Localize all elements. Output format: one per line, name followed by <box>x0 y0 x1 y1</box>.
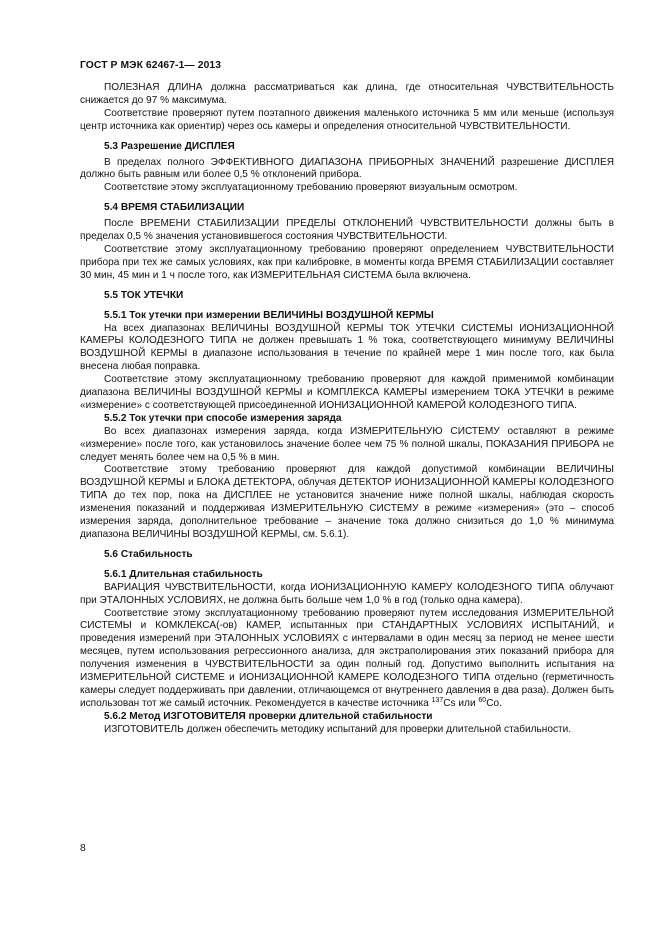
paragraph-charge-check: Соответствие этому требованию проверяют для каждой допустимой комбинации ВЕЛИЧИНЫ ВОЗДУШНОЙ КЕРМЫ и БЛОКА ДЕТЕКТОРА, облучая ДЕТЕКТОР ИОНИЗАЦИОННОЙ КАМЕРЫ КОЛОДЕЗНОГО ТИПА до тех пор, пока на ДИСПЛЕЕ не установится значение ниже полной шкалы, наблюдая скорость изменения показаний и поддерживая ИЗМЕРИТЕЛЬНУЮ СИСТЕМУ в режиме «измерения» (это – способ измерения заряда, дополнительное требование – значение тока должно снизиться до 1,0 % минимума диапазона ВЕЛИЧИНЫ ВОЗДУШНОЙ КЕРМЫ, см. 5.6.1). <box>80 464 614 540</box>
paragraph-leakage-check: Соответствие этому эксплуатационному требованию проверяют для каждой применимой комбинации диапазона ВЕЛИЧИНЫ ВОЗДУШНОЙ КЕРМЫ и КОМПЛЕКСА КАМЕРЫ измерением ТОКА УТЕЧКИ в режиме «измерение» с соответствующей присоединенной ИОНИЗАЦИОННОЙ КАМЕРОЙ КОЛОДЕЗНОГО ТИПА. <box>80 374 614 411</box>
isotope-mass-cs: 137 <box>431 696 444 704</box>
section-5-5-heading: 5.5 ТОК УТЕЧКИ <box>104 289 184 301</box>
paragraph-leakage-charge: Во всех диапазонах измерения заряда, когда ИЗМЕРИТЕЛЬНУЮ СИСТЕМУ оставляют в режиме «измерение» после того, как установилось значение более чем 75 % полной шкалы, ПОКАЗАНИЯ ПРИБОРА не следует менять более чем на 0,5 % в мин. <box>80 425 614 463</box>
paragraph-long-term-check: Соответствие этому эксплуатационному требованию проверяют путем исследования ИЗМЕРИТЕЛЬНОЙ СИСТЕМЫ и КОМКЛЕКСА(-ов) КАМЕР, испытанных при СТАНДАРТНЫХ УСЛОВИЯХ ИСПЫТАНИЙ, и проведения измерений при ЭТАЛОННЫХ УСЛОВИЯХ с интервалами в один месяц за период не менее шести месяцев, путем использования регрессионного анализа, для экстраполирования этих показаний прибора для получения изменения в ЧУВСТВИТЕЛЬНОСТИ за один полный год. Допустимо выполнить испытания на ИЗМЕРИТЕЛЬНОЙ СИСТЕМЕ и ИОНИЗАЦИОННОЙ КАМЕРЕ КОЛОДЕЗНОГО ТИПА отдельно (герметичность камеры следует поддерживать при давлении, отличающемся от внутреннего давления в два раза). Должен быть использован тот же самый источник. Рекомендуется в качестве источника $^{137}$Cs или $^{60}$Co. <box>80 607 614 709</box>
section-5-3-heading: 5.3 Разрешение ДИСПЛЕЯ <box>104 140 235 152</box>
paragraph-long-term-variation: ВАРИАЦИЯ ЧУВСТВИТЕЛЬНОСТИ, когда ИОНИЗАЦИОННУЮ КАМЕРУ КОЛОДЕЗНОГО ТИПА облучают при ЭТАЛОННЫХ УСЛОВИЯХ, не должна быть больше чем 1,0 % в год (только одна камера). <box>80 581 614 606</box>
paragraph-useful-length: ПОЛЕЗНАЯ ДЛИНА должна рассматриваться как длина, где относительная ЧУВСТВИТЕЛЬНОСТЬ снижается до 97 % максимума. <box>80 82 614 106</box>
paragraph-display-resolution: В пределах полного ЭФФЕКТИВНОГО ДИАПАЗОНА ПРИБОРНЫХ ЗНАЧЕНИЙ разрешение ДИСПЛЕЯ должно быть равным или более 0,5 % отклонений прибора. <box>80 156 614 181</box>
section-5-5-1-heading: 5.5.1 Ток утечки при измерении ВЕЛИЧИНЫ ВОЗДУШНОЙ КЕРМЫ <box>104 309 434 321</box>
paragraph-visual-inspection: Соответствие этому эксплуатационному требованию проверяют визуальным осмотром. <box>104 182 518 194</box>
paragraph-manufacturer-method: ИЗГОТОВИТЕЛЬ должен обеспечить методику испытаний для проверки длительной стабильности. <box>104 723 572 735</box>
section-5-6-heading: 5.6 Стабильность <box>104 548 193 560</box>
paragraph-stabilization-check: Соответствие этому эксплуатационному требованию проверяют определением ЧУВСТВИТЕЛЬНОСТИ прибора при тех же самых условиях, как при калибровке, в моменты когда ВРЕМЯ СТАБИЛИЗАЦИИ составляет 30 мин, 45 мин и 1 ч после того, как ИЗМЕРИТЕЛЬНАЯ СИСТЕМА была включена. <box>80 243 614 281</box>
page-body <box>80 82 614 737</box>
document-header: ГОСТ Р МЭК 62467-1— 2013 <box>80 60 222 71</box>
paragraph-leakage-kerma: На всех диапазонах ВЕЛИЧИНЫ ВОЗДУШНОЙ КЕРМЫ ТОК УТЕЧКИ СИСТЕМЫ ИОНИЗАЦИОННОЙ КАМЕРЫ КОЛОДЕЗНОГО ТИПА не должен превышать 1 % тока, соответствующего минимуму ВЕЛИЧИНЫ ВОЗДУШНОЙ КЕРМЫ в диапазоне использования в течение по крайней мере 1 мин после того, как была внесена любая поправка. <box>80 322 614 373</box>
paragraph-compliance-source: Соответствие проверяют путем поэтапного движения маленького источника 5 мм или меньше (используя центр источника как ориентир) через ось камеры и определения относительной ЧУВСТВИТЕЛЬНОСТИ. <box>80 107 614 132</box>
isotope-mass-co: 60 <box>478 696 487 704</box>
page-number: 8 <box>80 843 86 854</box>
section-5-6-2-heading: 5.6.2 Метод ИЗГОТОВИТЕЛЯ проверки длительной стабильности <box>104 710 433 722</box>
paragraph-stabilization: После ВРЕМЕНИ СТАБИЛИЗАЦИИ ПРЕДЕЛЫ ОТКЛОНЕНИЙ ЧУВСТВИТЕЛЬНОСТИ должны быть в пределах 0,5 % значения установившегося состояния ЧУВСТВИТЕЛЬНОСТИ. <box>80 218 614 243</box>
section-5-5-2-heading: 5.5.2 Ток утечки при способе измерения заряда <box>104 412 342 424</box>
section-5-4-heading: 5.4 ВРЕМЯ СТАБИЛИЗАЦИИ <box>104 202 245 214</box>
section-5-6-1-heading: 5.6.1 Длительная стабильность <box>104 568 263 580</box>
